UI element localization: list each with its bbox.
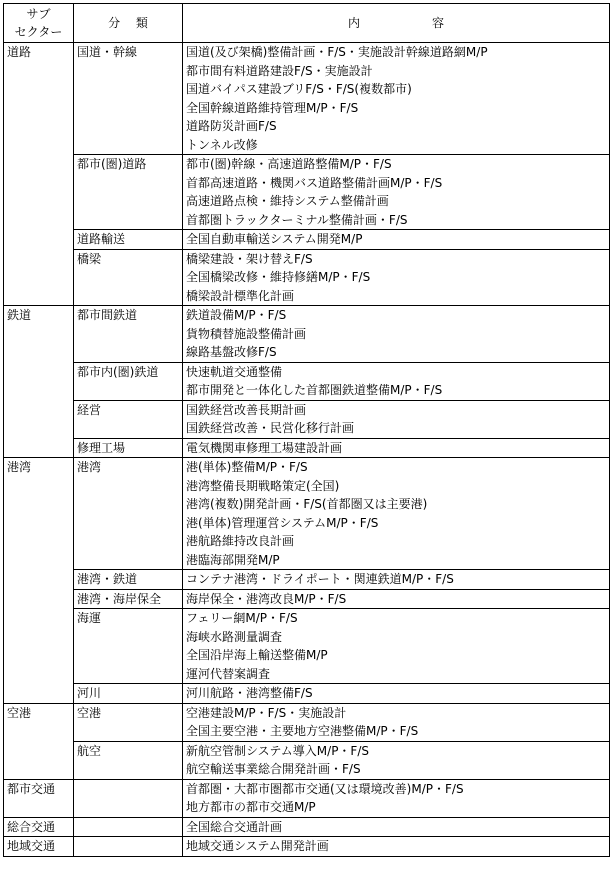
table-row xyxy=(4,230,610,250)
sub-sector-cell: 道路 xyxy=(4,43,74,306)
content-item: 橋梁建設・架け替えF/S xyxy=(186,251,313,266)
content-item: トンネル改修 xyxy=(186,137,258,152)
content-item: コンテナ港湾・ドライポート・関連鉄道M/P・F/S xyxy=(186,572,454,586)
table-row xyxy=(4,155,610,230)
sector-table xyxy=(3,3,610,857)
table-row xyxy=(4,817,610,837)
content-item: 首都高速道路・機関バス道路整備計画M/P・F/S xyxy=(186,175,443,190)
content-item: 港湾(複数)開発計画・F/S(首都圏又は主要港) xyxy=(186,497,428,511)
category-cell: 都市間鉄道 xyxy=(74,306,183,363)
content-cell xyxy=(183,400,610,438)
content-item: 航空輸送事業総合開発計画・F/S xyxy=(186,762,361,776)
content-item: 港(単体)管理運営システムM/P・F/S xyxy=(186,515,379,530)
category-cell: 国道・幹線 xyxy=(74,43,183,155)
category-cell xyxy=(74,779,183,817)
content-item: 全国主要空港・主要地方空港整備M/P・F/S xyxy=(186,724,419,738)
content-item: 全国自動車輸送システム開発M/P xyxy=(186,232,363,246)
category-cell: 橋梁 xyxy=(74,249,183,306)
header-sub-sector-line1: サブ xyxy=(26,7,51,21)
content-item: 道路防災計画F/S xyxy=(186,119,277,133)
content-cell xyxy=(183,458,610,570)
category-cell: 空港 xyxy=(74,703,183,741)
content-item: 全国総合交通計画 xyxy=(186,819,283,834)
content-cell xyxy=(183,306,610,363)
content-item: 港航路維持改良計画 xyxy=(186,534,295,548)
content-item: 都市(圏)幹線・高速道路整備M/P・F/S xyxy=(186,157,392,171)
content-cell xyxy=(183,741,610,779)
content-item: 都市間有料道路建設F/S・実施設計 xyxy=(186,63,373,78)
content-cell xyxy=(183,779,610,817)
sub-sector-cell: 鉄道 xyxy=(4,306,74,458)
table-row xyxy=(4,249,610,306)
table-row xyxy=(4,609,610,684)
category-cell: 港湾・鉄道 xyxy=(74,570,183,590)
content-item: 都市開発と一体化した首都圏鉄道整備M/P・F/S xyxy=(186,383,443,397)
header-sub-sector xyxy=(4,4,74,43)
table-row xyxy=(4,779,610,817)
table-row xyxy=(4,837,610,857)
category-cell: 都市内(圏)鉄道 xyxy=(74,362,183,400)
header-content: 内 容 xyxy=(183,4,610,43)
content-item: フェリー網M/P・F/S xyxy=(186,611,298,625)
content-item: 港臨海部開発M/P xyxy=(186,552,280,567)
table-row xyxy=(4,741,610,779)
category-cell: 海運 xyxy=(74,609,183,684)
category-cell: 道路輸送 xyxy=(74,230,183,250)
content-cell xyxy=(183,570,610,590)
content-cell xyxy=(183,362,610,400)
content-item: 首都圏トラックターミナル整備計画・F/S xyxy=(186,212,408,227)
category-cell: 経営 xyxy=(74,400,183,438)
content-item: 全国橋梁改修・維持修繕M/P・F/S xyxy=(186,270,371,284)
table-row xyxy=(4,362,610,400)
category-cell: 港湾 xyxy=(74,458,183,570)
table-row xyxy=(4,458,610,570)
category-cell: 港湾・海岸保全 xyxy=(74,589,183,609)
sub-sector-cell: 港湾 xyxy=(4,458,74,704)
table-row xyxy=(4,570,610,590)
category-cell: 航空 xyxy=(74,741,183,779)
content-item: 国道バイパス建設ブリF/S・F/S(複数都市) xyxy=(186,82,412,96)
content-item: 橋梁設計標準化計画 xyxy=(186,288,295,303)
category-cell xyxy=(74,837,183,857)
content-cell xyxy=(183,837,610,857)
table-row xyxy=(4,684,610,704)
content-item: 快速軌道交通整備 xyxy=(186,364,283,379)
category-cell: 修理工場 xyxy=(74,438,183,458)
content-item: 海岸保全・港湾改良M/P・F/S xyxy=(186,591,347,606)
category-cell xyxy=(74,817,183,837)
content-item: 空港建設M/P・F/S・実施設計 xyxy=(186,705,347,720)
header-category: 分 類 xyxy=(74,4,183,43)
content-item: 全国幹線道路維持管理M/P・F/S xyxy=(186,100,359,115)
category-cell: 都市(圏)道路 xyxy=(74,155,183,230)
sub-sector-cell: 空港 xyxy=(4,703,74,779)
table-row xyxy=(4,400,610,438)
content-item: 電気機関車修理工場建設計画 xyxy=(186,440,343,455)
category-cell: 河川 xyxy=(74,684,183,704)
sub-sector-cell: 都市交通 xyxy=(4,779,74,817)
content-item: 海峡水路測量調査 xyxy=(186,629,283,644)
sub-sector-cell: 総合交通 xyxy=(4,817,74,837)
content-item: 首都圏・大都市圏都市交通(又は環境改善)M/P・F/S xyxy=(186,781,464,796)
content-item: 河川航路・港湾整備F/S xyxy=(186,686,313,700)
content-item: 全国沿岸海上輸送整備M/P xyxy=(186,648,328,662)
content-cell xyxy=(183,249,610,306)
table-row xyxy=(4,589,610,609)
content-cell xyxy=(183,609,610,684)
content-item: 国道(及び架橋)整備計画・F/S・実施設計幹線道路網M/P xyxy=(186,45,488,59)
content-cell xyxy=(183,703,610,741)
content-item: 地方都市の都市交通M/P xyxy=(186,800,316,814)
table-row xyxy=(4,306,610,363)
content-item: 鉄道設備M/P・F/S xyxy=(186,308,287,322)
content-item: 国鉄経営改善・民営化移行計画 xyxy=(186,421,355,435)
table-row xyxy=(4,438,610,458)
content-item: 国鉄経営改善長期計画 xyxy=(186,402,307,417)
content-item: 運河代替案調査 xyxy=(186,666,271,681)
content-cell xyxy=(183,43,610,155)
content-cell xyxy=(183,155,610,230)
content-cell xyxy=(183,817,610,837)
table-row xyxy=(4,43,610,155)
header-sub-sector-line2: セクター xyxy=(14,25,63,39)
content-cell xyxy=(183,684,610,704)
table-row xyxy=(4,703,610,741)
content-item: 港湾整備長期戦略策定(全国) xyxy=(186,478,340,493)
sub-sector-cell: 地域交通 xyxy=(4,837,74,857)
content-cell xyxy=(183,589,610,609)
content-item: 地域交通システム開発計画 xyxy=(186,839,329,853)
content-item: 新航空管制システム導入M/P・F/S xyxy=(186,743,369,758)
content-item: 高速道路点検・維持システム整備計画 xyxy=(186,194,389,208)
content-cell xyxy=(183,438,610,458)
content-cell xyxy=(183,230,610,250)
content-item: 港(単体)整備M/P・F/S xyxy=(186,460,308,474)
header-row xyxy=(4,4,610,43)
content-item: 線路基盤改修F/S xyxy=(186,345,277,359)
content-item: 貨物積替施設整備計画 xyxy=(186,326,307,341)
